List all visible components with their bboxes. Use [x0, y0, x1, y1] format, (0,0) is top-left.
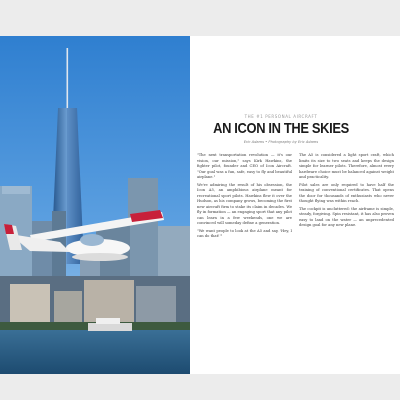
paragraph: The A5 is considered a light sport craft, which limits its size to two seats and keeps the design simple for learner pilots. Therefore, almost every hardware choice must be balanced against weight and practicality. [299, 153, 394, 179]
article-byline: Eric Adams • Photography by Eric Adams [243, 140, 319, 144]
article-column-2 [299, 153, 394, 329]
article-kicker: THE #1 PERSONAL AIRCRAFT [244, 114, 318, 119]
paragraph: We're admiring the result of his obsession, the Icon A5, an amphibious airplane meant for recreational sport pilots. Hawkins flew it over the Hudson, as his company grows, becoming the first new aircraft firm to stake its claim in decades. We fly in formation — an engaging sport that any pilot can learn in a few weekends, one we are convinced will someday define a generation. [197, 182, 292, 225]
article-page [197, 36, 400, 374]
magazine-spread [0, 36, 400, 374]
article-column-1 [197, 153, 292, 329]
cover-photo [0, 36, 190, 374]
article-headline: AN ICON IN THE SKIES [213, 120, 349, 137]
paragraph: "The next transportation revolution — it's our vision, our mission," says Kirk Hawkins, the fighter pilot, founder and CEO of Icon Aircraft. "Our goal was a fun, safe, easy to fly and beautiful airplane." [197, 153, 292, 179]
paragraph: Pilot sales are only required to have half the training of conventional certificates. That opens the door for thousands of enthusiasts who never thought flying was within reach. [299, 182, 394, 203]
paragraph: "We want people to look at the A5 and say, 'Hey, I can do that!'" [197, 228, 292, 238]
paragraph: The cockpit is uncluttered: the airframe is simple, steady, forgiving. Spin resistant, it has also proven easy to land on the water — an unprecedented design goal for any new plane. [299, 206, 394, 227]
article-body [197, 153, 394, 329]
skyline-illustration [0, 36, 190, 374]
